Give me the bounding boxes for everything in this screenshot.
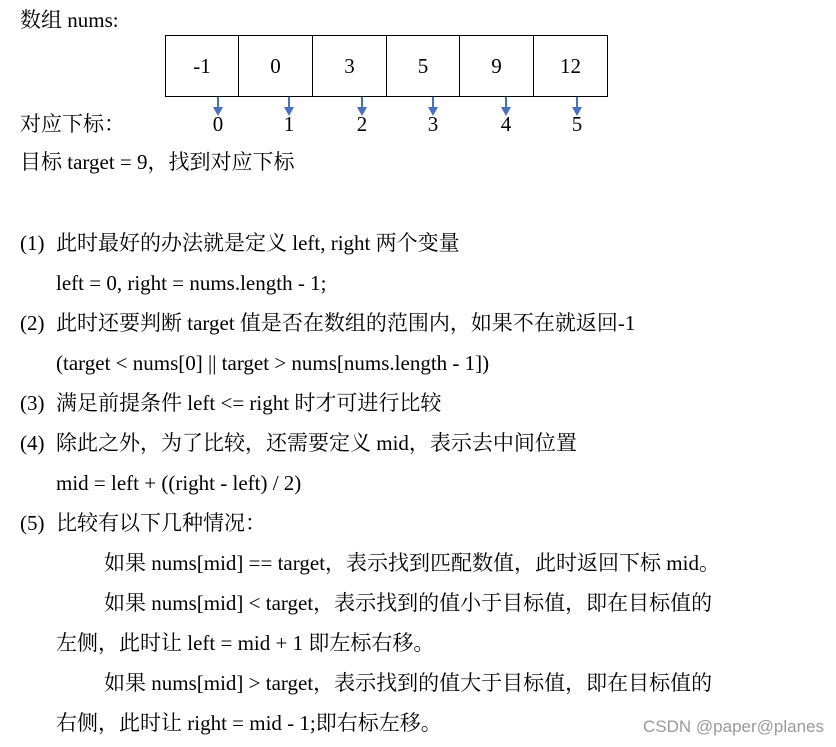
array-cell-value: 9 bbox=[491, 53, 502, 78]
index-value: 2 bbox=[356, 112, 368, 136]
index-label: 对应下标： bbox=[20, 112, 125, 136]
array-cell bbox=[533, 35, 608, 97]
case-line: 右侧，此时让 right = mid - 1;即右标左移。 bbox=[56, 711, 442, 735]
step-text: 除此之外，为了比较，还需要定义 mid，表示去中间位置 bbox=[56, 431, 577, 455]
array-cell-value: 3 bbox=[344, 53, 355, 78]
index-value: 1 bbox=[283, 112, 295, 136]
case-line: 如果 nums[mid] > target，表示找到的值大于目标值，即在目标值的 bbox=[104, 671, 713, 695]
case-line: 如果 nums[mid] == target，表示找到匹配数值，此时返回下标 mid。 bbox=[104, 551, 720, 575]
step-number: (2) bbox=[20, 311, 45, 335]
index-value: 3 bbox=[427, 112, 439, 136]
step-text: 此时还要判断 target 值是否在数组的范围内，如果不在就返回-1 bbox=[56, 311, 636, 335]
step-text: 满足前提条件 left <= right 时才可进行比较 bbox=[56, 391, 442, 415]
array-cell bbox=[165, 35, 239, 97]
step-code: mid = left + ((right - left) / 2) bbox=[56, 471, 302, 495]
case-line: 如果 nums[mid] < target，表示找到的值小于目标值，即在目标值的 bbox=[104, 591, 713, 615]
step-text: 比较有以下几种情况： bbox=[56, 511, 266, 535]
step-text: 此时最好的办法就是定义 left, right 两个变量 bbox=[56, 231, 460, 255]
index-value: 4 bbox=[500, 112, 512, 136]
array-cell bbox=[459, 35, 534, 97]
array-cell bbox=[312, 35, 387, 97]
index-value: 5 bbox=[571, 112, 583, 136]
array-cell-value: 0 bbox=[270, 53, 281, 78]
array-cell-value: 12 bbox=[560, 53, 581, 78]
step-code: left = 0, right = nums.length - 1; bbox=[56, 271, 327, 295]
array-label: 数组 nums: bbox=[20, 8, 119, 32]
array-cell-value: 5 bbox=[417, 53, 429, 78]
index-value: 0 bbox=[212, 112, 224, 136]
target-line: 目标 target = 9，找到对应下标 bbox=[20, 150, 295, 174]
step-number: (5) bbox=[20, 511, 45, 535]
case-line: 左侧，此时让 left = mid + 1 即左标右移。 bbox=[56, 631, 435, 655]
array-cell bbox=[386, 35, 460, 97]
step-number: (4) bbox=[20, 431, 45, 455]
array-cell-value: -1 bbox=[193, 53, 211, 78]
watermark: CSDN @paper@planes bbox=[643, 717, 824, 736]
step-number: (3) bbox=[20, 391, 45, 415]
step-code: (target < nums[0] || target > nums[nums.length - 1]) bbox=[56, 351, 490, 375]
step-number: (1) bbox=[20, 231, 45, 255]
array-cell bbox=[238, 35, 313, 97]
